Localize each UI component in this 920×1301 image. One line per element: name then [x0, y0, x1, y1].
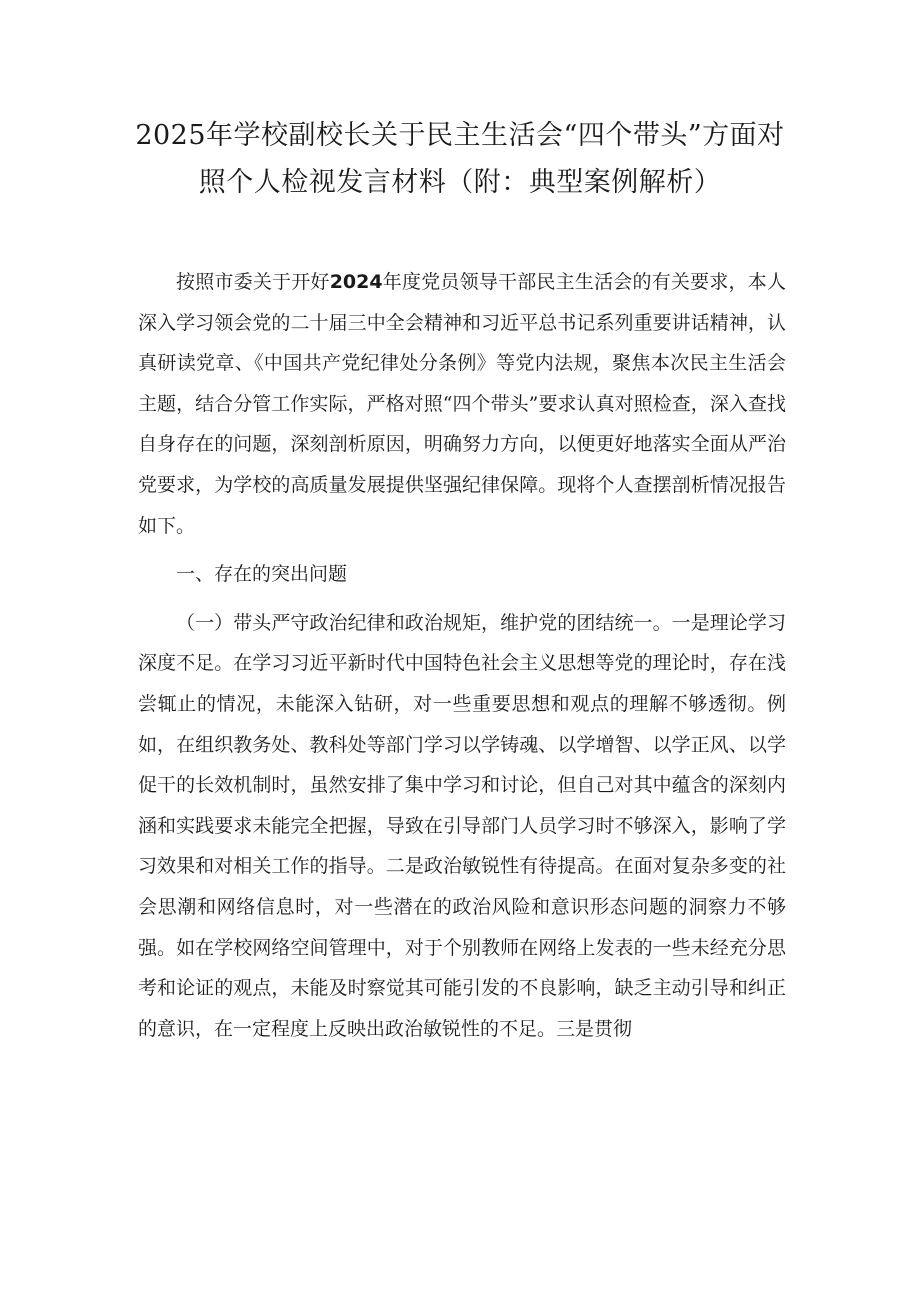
document-title [120, 112, 800, 206]
intro-text-start: 按照市委关于开好 [176, 271, 330, 293]
document-body [138, 262, 786, 1049]
paragraph-gap [138, 595, 786, 603]
section-1-heading: 一、存在的突出问题 [176, 563, 348, 586]
intro-paragraph [138, 262, 786, 546]
title-line-2: 照个人检视发言材料（附：典型案例解析） [198, 167, 722, 198]
intro-text-rest: 年度党员领导干部民主生活会的有关要求，本人深入学习领会党的二十届三中全会精神和习近平总书记系列重要讲话精神，认真研读党章、《中国共产党纪律处分条例》等党内法规，聚焦本次民主生活会主题，结合分管工作实际，严格对照“四个带头”要求认真对照检查，深入查找自身存在的问题，深刻剖析原因，明确努力方向，以便更好地落实全面从严治党要求，为学校的高质量发展提供坚强纪律保障。现将个人查摆剖析情况报告如下。 [138, 271, 786, 537]
intro-year: 2024 [329, 271, 383, 293]
title-line-1: 2025年学校副校长关于民主生活会“四个带头”方面对 [135, 120, 785, 151]
section-1-paragraph: （一）带头严守政治纪律和政治规矩，维护党的团结统一。一是理论学习深度不足。在学习习近平新时代中国特色社会主义思想等党的理论时，存在浅尝辄止的情况，未能深入钻研，对一些重要思想和观点的理解不够透彻。例如，在组织教务处、教科处等部门学习以学铸魂、以学增智、以学正风、以学促干的长效机制时，虽然安排了集中学习和讨论，但自己对其中蕴含的深刻内涵和实践要求未能完全把握，导致在引导部门人员学习时不够深入，影响了学习效果和对相关工作的指导。二是政治敏锐性有待提高。在面对复杂多变的社会思潮和网络信息时，对一些潜在的政治风险和意识形态问题的洞察力不够强。如在学校网络空间管理中，对于个别教师在网络上发表的一些未经充分思考和论证的观点，未能及时察觉其可能引发的不良影响，缺乏主动引导和纠正的意识，在一定程度上反映出政治敏锐性的不足。三是贯彻 [138, 611, 786, 1040]
paragraph-gap [138, 546, 786, 554]
